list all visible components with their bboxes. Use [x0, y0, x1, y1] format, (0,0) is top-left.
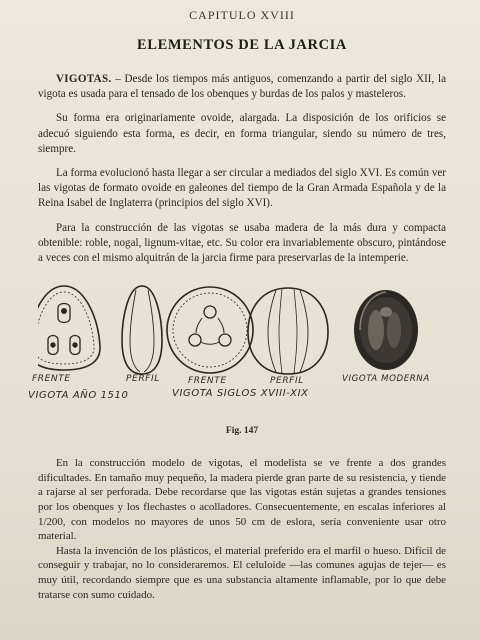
round-deadeye-profile [248, 288, 328, 374]
label-ovoid-front: FRENTE [32, 374, 71, 385]
modern-deadeye [354, 290, 418, 370]
page-title: ELEMENTOS DE LA JARCIA [137, 37, 347, 53]
chapter-heading: CAPITULO XVIII [189, 8, 295, 22]
label-round-front: FRENTE [188, 376, 227, 387]
paragraph-dificultades: En la construcción modelo de vigotas, el modelista se ve frente a dos grandes dificultades. En tamaño muy pequeño, la madera pierde gran parte de su resistencia, y tiende a rajarse al ser perforada. Debe recordarse que las vigotas están sujetas a grandes tensiones por los obenques y los flechastes o acolladores. Consecuentemente, en escalas inferiores al 1/200, con modelos no mayores de unos 50 cm de eslora, sería conveniente usar otro material. [38, 457, 446, 543]
label-modern: VIGOTA MODERNA [342, 374, 430, 385]
label-ovoid-group: VIGOTA AÑO 1510 [28, 390, 129, 402]
figure-147 [28, 278, 446, 420]
ovoid-deadeye-profile [122, 286, 162, 374]
paragraph-forma: Su forma era originariamente ovoide, alargada. La disposición de los orificios se adecuó siguiendo esta forma, es decir, en forma triangular, siendo su número de tres, siempre. [38, 112, 446, 155]
paragraph-lead-term: VIGOTAS. [56, 73, 112, 85]
label-round-group: VIGOTA SIGLOS XVIII-XIX [172, 388, 309, 400]
lower-text [38, 456, 446, 602]
label-ovoid-profile: PERFIL [126, 374, 160, 385]
figure-caption: Fig. 147 [225, 426, 259, 437]
paragraph-materiales: Hasta la invención de los plásticos, el material preferido era el marfil o hueso. Difícil de conseguir y trabajar, no lo consideraremos. El celuloide —las comunes agujas de tejer— es muy útil, recordando siempre que es una substancia altamente inflamable, por lo que debe tratarse con sumo cuidado. [38, 544, 446, 601]
paragraph-construccion: Para la construcción de las vigotas se usaba madera de la más dura y compacta obtenible: roble, nogal, lignum-vitae, etc. Su color era invariablemente obscuro, pintándose a veces con el mismo alquitrán de la jarcia firme para preservarlas de la intemperie. [38, 221, 446, 265]
round-deadeye-front [167, 287, 253, 373]
label-round-profile: PERFIL [270, 376, 304, 387]
paragraph-text: – Desde los tiempos más antiguos, comenzando a partir del siglo XII, la vigota es usada para el tensado de los obenques y burdas de los palos y masteleros. [38, 73, 446, 101]
ovoid-deadeye-front [38, 286, 100, 370]
paragraph-evolucion: La forma evolucionó hasta llegar a ser circular a mediados del siglo XVI. Es común ver las vigotas de formato ovoide en galeones del tiempo de la Gran Armada Española y de la Reina Isabel de Inglaterra (principios del siglo XVI). [38, 167, 446, 210]
paragraph-vigotas [38, 72, 446, 102]
